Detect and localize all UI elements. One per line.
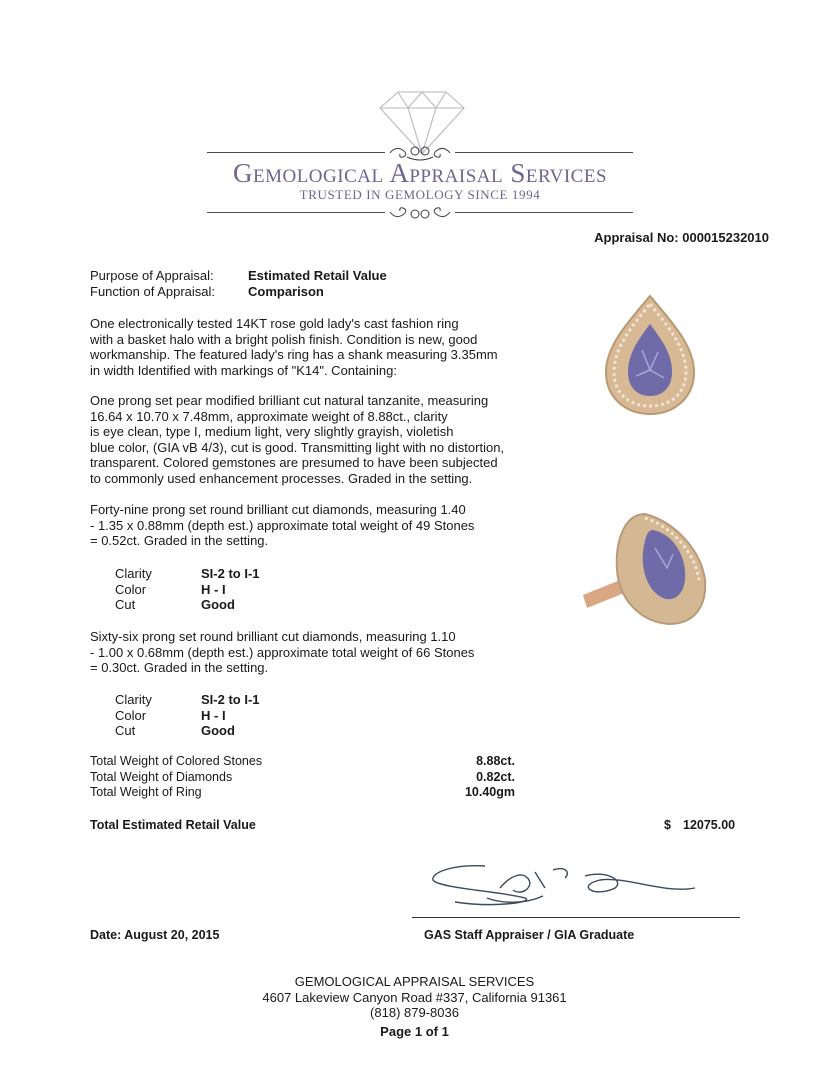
company-tagline: TRUSTED IN GEMOLOGY SINCE 1994 [299,187,541,202]
grade-label: Cut [115,597,136,612]
logo-rule-bottom-right [455,212,633,213]
diamond-desc-line: - 1.35 x 0.88mm (depth est.) approximate total weight of 49 Stones [90,517,475,533]
retail-value-currency: $ [664,818,671,832]
total-value: 8.88ct. [476,754,515,768]
total-value: 10.40gm [464,785,515,799]
diamond-desc-line: Sixty-six prong set round brilliant cut diamonds, measuring 1.10 [90,629,456,644]
appraisal-number: Appraisal No: 000015232010 [594,230,769,245]
diamond-group-1-grades [115,566,260,613]
grade-label: Color [115,707,147,723]
gem-desc-line: One prong set pear modified brilliant cut natural tanzanite, measuring [90,393,489,408]
total-label: Total Weight of Colored Stones [90,754,263,768]
page-number: Page 1 of 1 [380,1023,449,1039]
function-value: Comparison [248,283,324,299]
grade-value: H - I [201,707,226,723]
diamond-group-2 [90,629,474,676]
retail-value-label: Total Estimated Retail Value [90,818,256,832]
ring-description [90,316,498,378]
ring-desc-line: workmanship. The featured lady's ring has a shank measuring 3.35mm [90,347,498,362]
appraiser-title: GAS Staff Appraiser / GIA Graduate [424,928,635,942]
ring-top-view-image [590,290,710,420]
gem-desc-line: is eye clean, type I, medium light, very slightly grayish, violetish [90,424,454,439]
grade-value: H - I [201,581,226,597]
grade-label: Clarity [115,692,152,707]
totals-labels [90,754,262,801]
gem-desc-line: transparent. Colored gemstones are presumed to have been subjected [90,455,498,470]
total-label: Total Weight of Diamonds [90,769,233,784]
appraisal-date: Date: August 20, 2015 [90,928,220,942]
ring-desc-line: with a basket halo with a bright polish finish. Condition is new, good [90,331,478,347]
diamond-group-2-grades [115,692,260,739]
gem-desc-line: 16.64 x 10.70 x 7.48mm, approximate weight of 8.88ct., clarity [90,408,448,424]
logo-rule-top-left [207,152,385,153]
signature-image [425,858,705,918]
function-label: Function of Appraisal: [90,283,216,299]
totals-values [465,754,515,801]
grade-value: Good [201,723,235,738]
grade-label: Cut [115,723,136,738]
diamond-desc-line: = 0.52ct. Graded in the setting. [90,533,269,548]
diamond-desc-line: Forty-nine prong set round brilliant cut diamonds, measuring 1.40 [90,502,466,517]
logo-rule-bottom-left [207,212,385,213]
logo-rule-top-right [455,152,633,153]
retail-value-amount: 12075.00 [683,818,736,832]
ring-side-view-image [575,500,725,630]
gem-desc-line: blue color, (GIA vB 4/3), cut is good. Transmitting light with no distortion, [90,439,505,455]
gem-desc-line: to commonly used enhancement processes. Graded in the setting. [90,470,473,486]
ring-desc-line: One electronically tested 14KT rose gold lady's cast fashion ring [90,316,459,331]
grade-value: SI-2 to I-1 [201,692,260,707]
total-label: Total Weight of Ring [90,785,202,799]
footer [0,974,829,1039]
purpose-label: Purpose of Appraisal: [90,268,214,283]
purpose-value: Estimated Retail Value [248,268,387,283]
diamond-desc-line: = 0.30ct. Graded in the setting. [90,660,269,675]
footer-phone: (818) 879-8036 [370,1005,459,1020]
signature-line [412,917,740,918]
grade-label: Clarity [115,566,152,581]
diamond-desc-line: - 1.00 x 0.68mm (depth est.) approximate total weight of 66 Stones [90,644,475,660]
grade-label: Color [115,581,147,597]
total-value: 0.82ct. [476,769,515,784]
scroll-ornament-bottom-icon [385,204,455,222]
footer-company: GEMOLOGICAL APPRAISAL SERVICES [294,974,535,989]
diamond-group-1 [90,502,474,549]
ring-desc-line: in width Identified with markings of "K14". Containing: [90,362,397,378]
company-logo-title: Gemological Appraisal Services [232,158,608,188]
tanzanite-description [90,393,504,486]
grade-value: SI-2 to I-1 [201,566,260,581]
grade-value: Good [201,597,235,612]
purpose-block [90,268,387,299]
footer-address: 4607 Lakeview Canyon Road #337, California 91361 [262,989,567,1005]
